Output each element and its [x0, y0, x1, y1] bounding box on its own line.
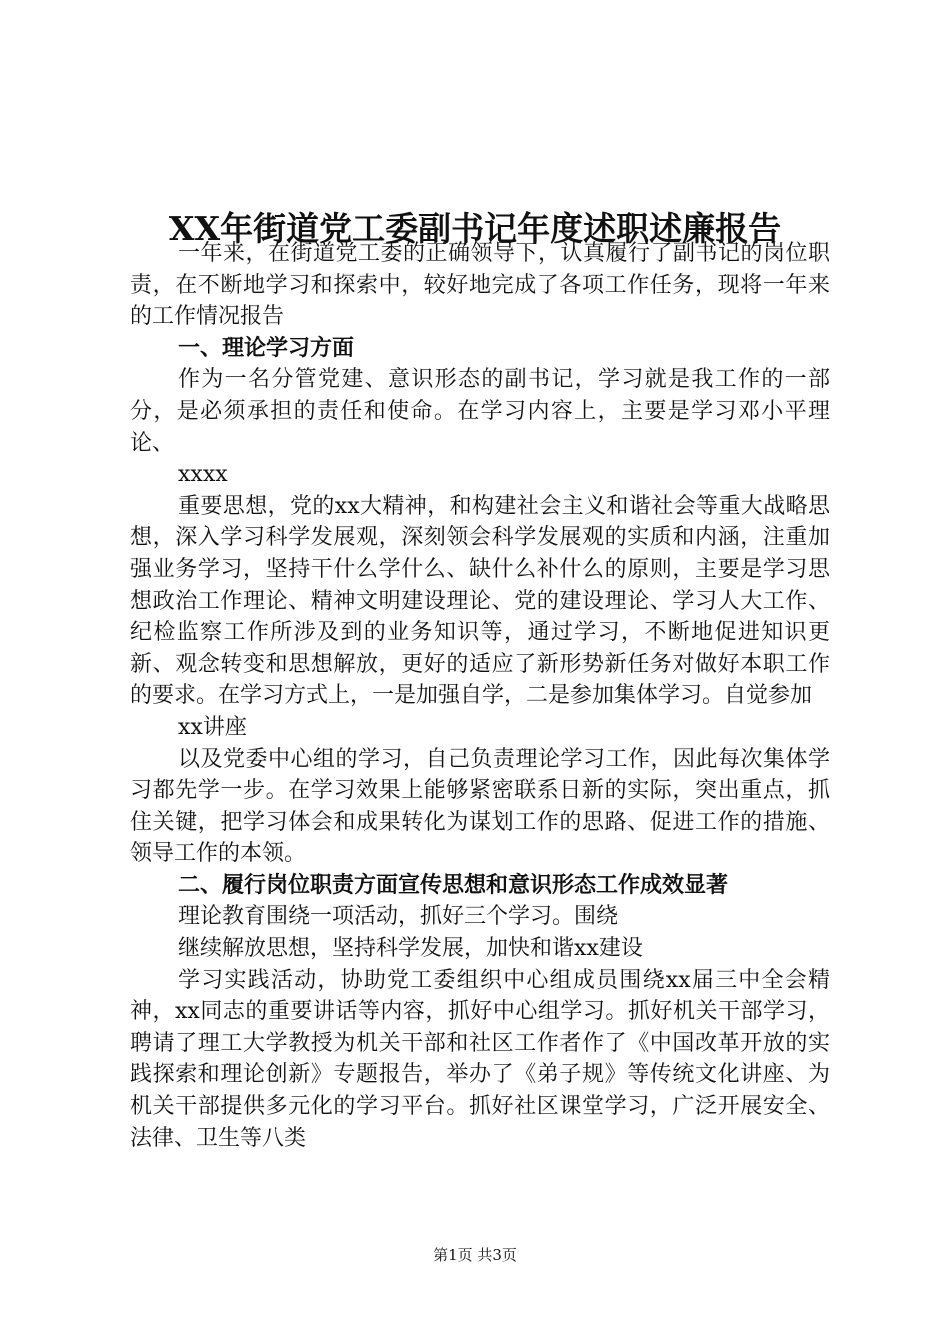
page-footer: 第1页 共3页	[433, 1246, 517, 1264]
section-heading-theory-study: 一、理论学习方面	[178, 334, 355, 361]
document-title: XX年街道党工委副书记年度述职述廉报告	[168, 209, 782, 249]
paragraph-continue-emancipation: 继续解放思想，坚持科学发展，加快和谐xx建设	[178, 936, 643, 962]
paragraph-theory-education: 理论教育围绕一项活动，抓好三个学习。围绕	[178, 904, 619, 930]
paragraph-intro: 一年来，在街道党工委的正确领导下，认真履行了副书记的岗位职责，在不断地学习和探索中，较好地完成了各项工作任务，现将一年来的工作情况报告	[130, 241, 830, 330]
document-body	[130, 238, 830, 1154]
section-heading-duties: 二、履行岗位职责方面宣传思想和意识形态工作成效显著	[178, 871, 729, 898]
paragraph-fragment-xxxx: xxxx	[178, 462, 228, 488]
paragraph-important-thought: 重要思想，党的xx大精神，和构建社会主义和谐社会等重大战略思想，深入学习科学发展观，深刻领会科学发展观的实质和内涵，注重加强业务学习，坚持干什么学什么、缺什么补什么的原则，主要是学习思想政治工作理论、精神文明建设理论、党的建设理论、学习人大工作、纪检监察工作所涉及到的业务知识等，通过学习，不断地促进知识更新、观念转变和思想解放，更好的适应了新形势新任务对做好本职工作的要求。在学习方式上，一是加强自学，二是参加集体学习。自觉参加	[130, 493, 830, 709]
paragraph-central-group: 以及党委中心组的学习，自己负责理论学习工作，因此每次集体学习都先学一步。在学习效果上能够紧密联系日新的实际，突出重点，抓住关键，把学习体会和成果转化为谋划工作的思路、促进工作的措施、领导工作的本领。	[130, 746, 830, 867]
paragraph-practice-activity: 学习实践活动，协助党工委组织中心组成员围绕xx届三中全会精神，xx同志的重要讲话等内容，抓好中心组学习。抓好机关干部学习，聘请了理工大学教授为机关干部和社区工作者作了《中国改革开放的实践探索和理论创新》专题报告，举办了《弟子规》等传统文化讲座、为机关干部提供多元化的学习平台。抓好社区课堂学习，广泛开展安全、法律、卫生等八类	[130, 967, 830, 1151]
paragraph-study-content: 作为一名分管党建、意识形态的副书记，学习就是我工作的一部分，是必须承担的责任和使命。在学习内容上，主要是学习邓小平理论、	[130, 367, 830, 456]
paragraph-fragment-lecture: xx讲座	[178, 714, 247, 740]
